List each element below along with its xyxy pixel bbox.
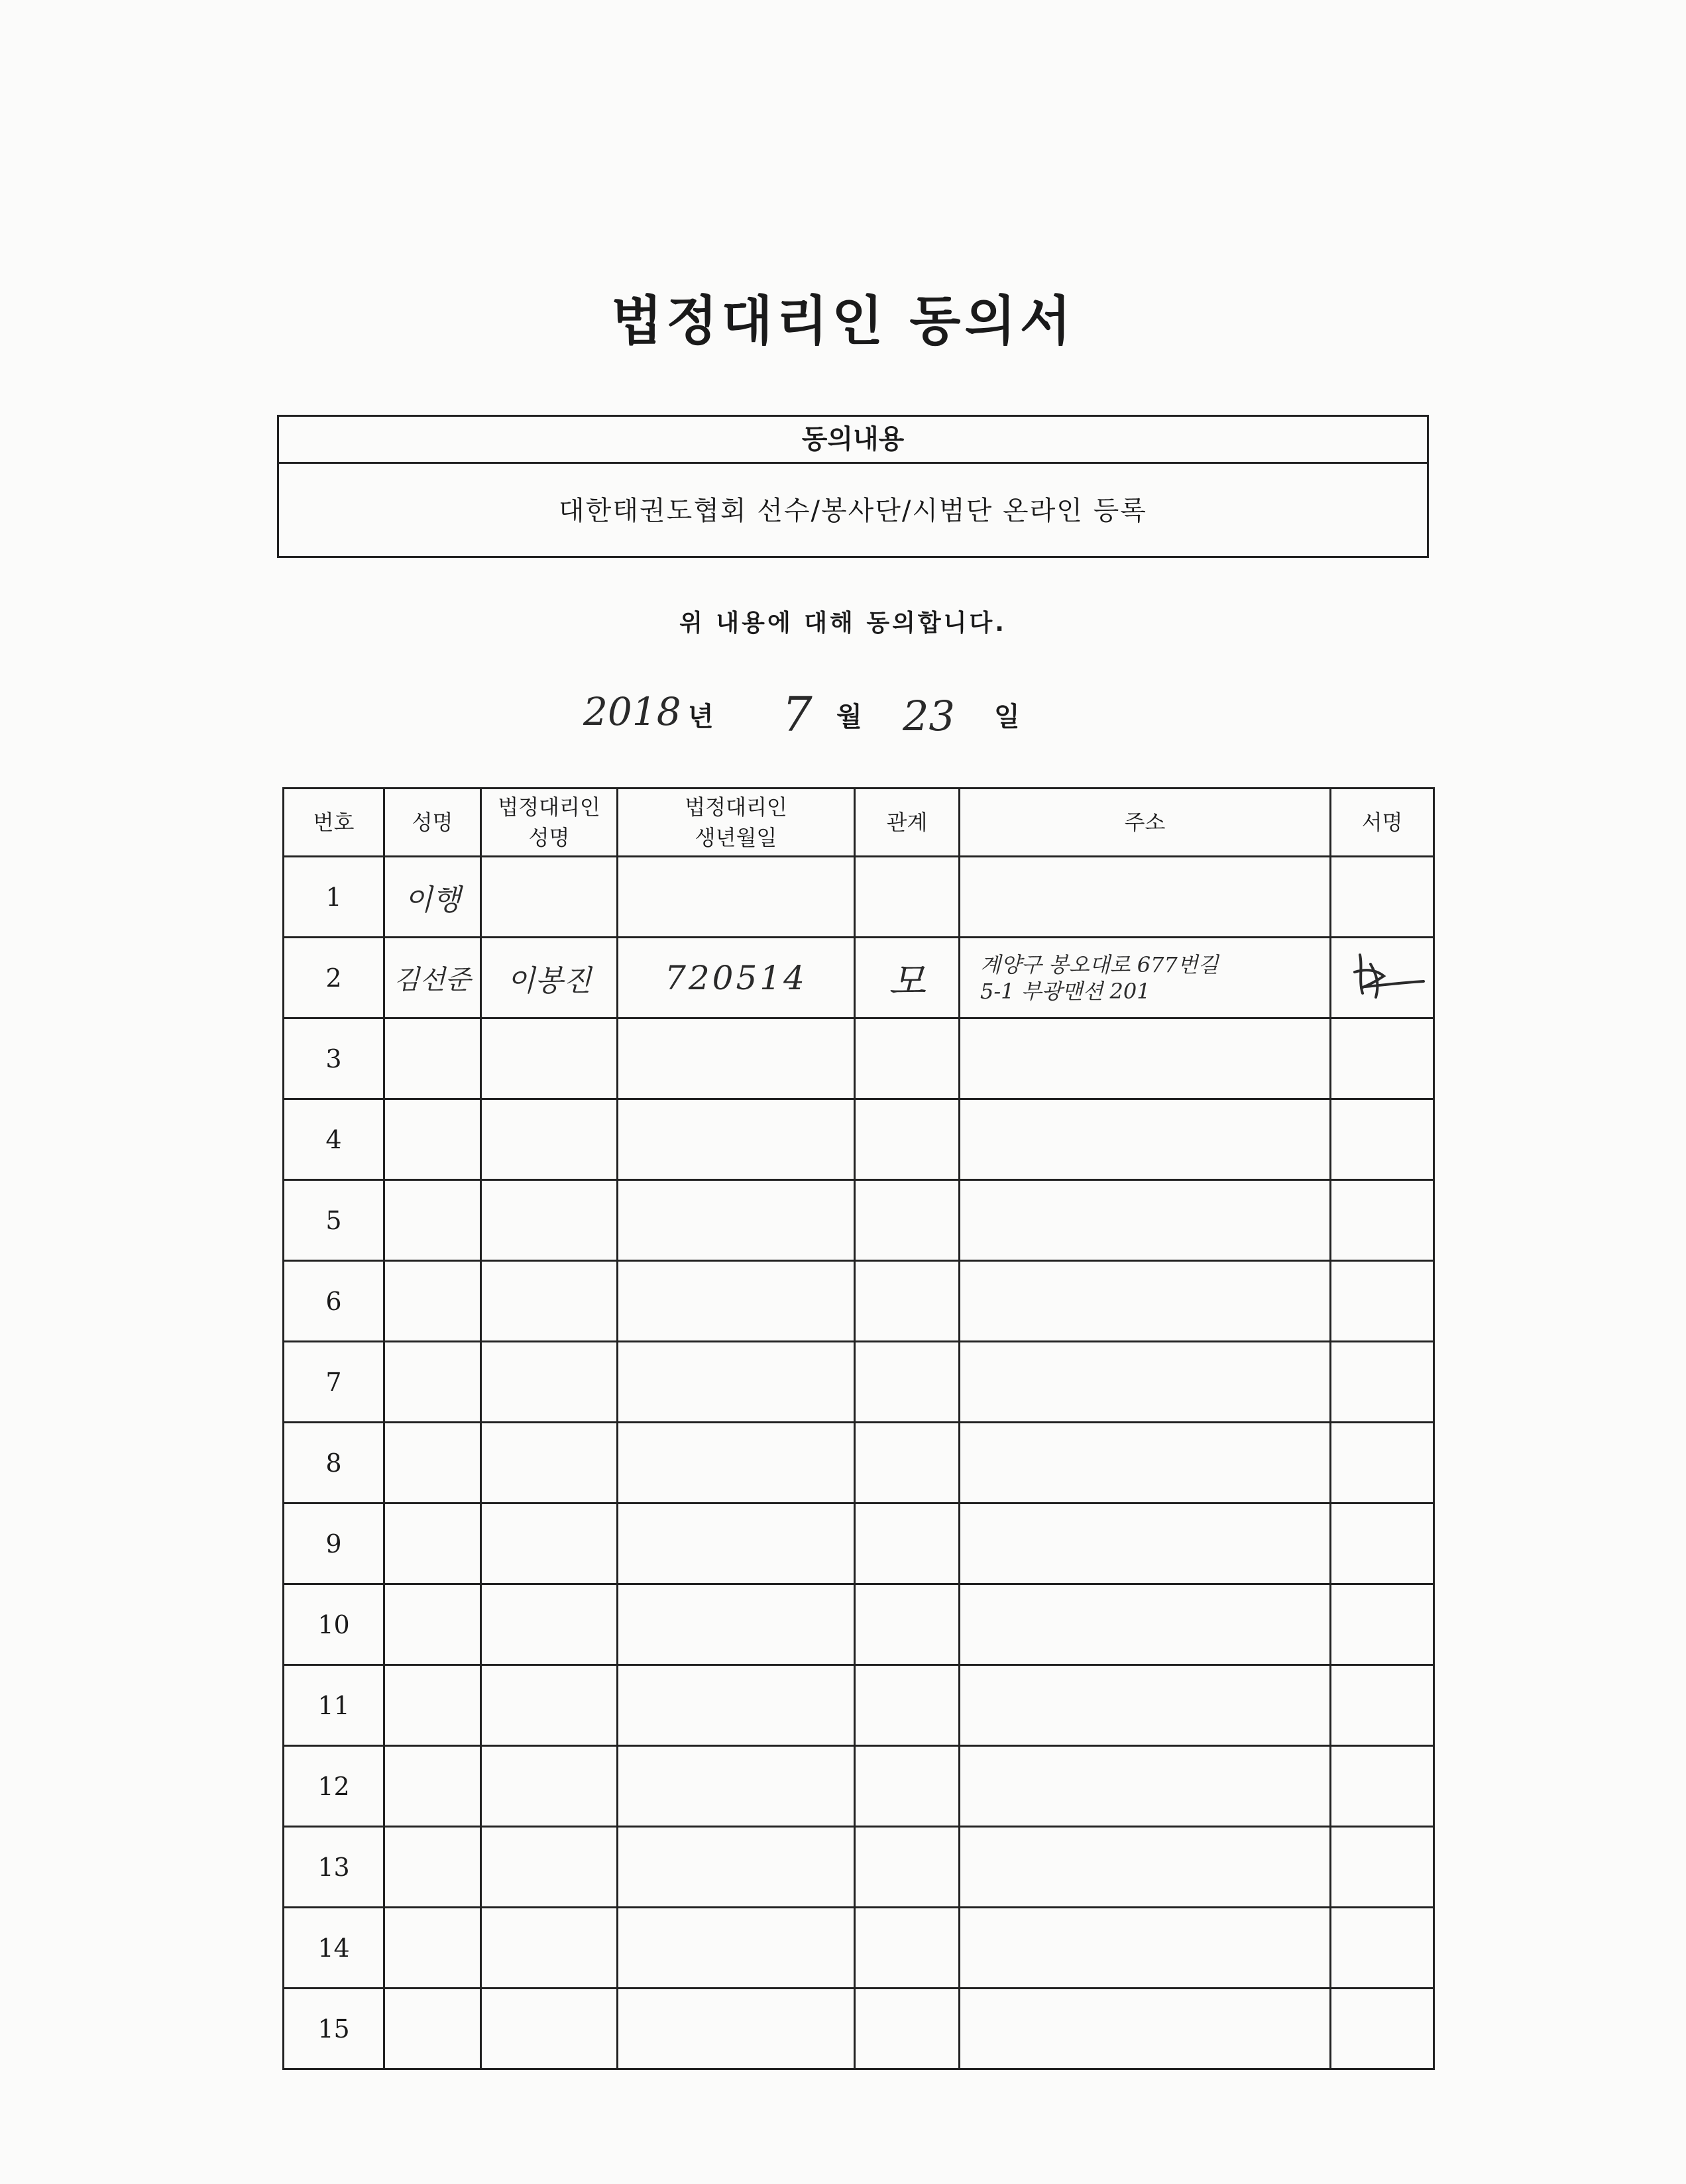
row-signature (1331, 1261, 1434, 1342)
row-relation (855, 1908, 960, 1989)
header-address: 주소 (960, 789, 1331, 857)
row-relation (855, 1584, 960, 1665)
row-address (960, 1746, 1331, 1827)
row-name (384, 1989, 481, 2069)
table-row (284, 1099, 1434, 1180)
table-row (284, 1261, 1434, 1342)
consent-content-header: 동의내용 (279, 417, 1427, 464)
row-guardian (481, 1342, 618, 1423)
row-birth (618, 1018, 855, 1099)
header-relation: 관계 (855, 789, 960, 857)
birth-handwritten: 720514 (665, 958, 807, 997)
row-relation (855, 1665, 960, 1746)
header-name: 성명 (384, 789, 481, 857)
row-guardian (481, 1018, 618, 1099)
header-guardian-name (481, 789, 618, 857)
row-relation (855, 1503, 960, 1584)
row-relation (855, 1423, 960, 1503)
row-address (960, 1099, 1331, 1180)
table-row (284, 857, 1434, 938)
row-guardian (481, 1180, 618, 1261)
date-month-handwritten: 7 (782, 686, 813, 742)
row-address (960, 1342, 1331, 1423)
row-birth (618, 1827, 855, 1908)
row-name (384, 1099, 481, 1180)
row-signature (1331, 1908, 1434, 1989)
table-row (284, 1018, 1434, 1099)
row-no: 5 (284, 1180, 384, 1261)
row-address (960, 1827, 1331, 1908)
row-guardian (481, 1261, 618, 1342)
row-birth (618, 1342, 855, 1423)
row-signature (1331, 1018, 1434, 1099)
table-row (284, 1423, 1434, 1503)
row-no: 13 (284, 1827, 384, 1908)
row-address (960, 1989, 1331, 2069)
date-day-label: 일 (994, 702, 1020, 732)
header-signature: 서명 (1331, 789, 1434, 857)
row-address (960, 1908, 1331, 1989)
header-guardian-name-line2: 성명 (528, 825, 570, 850)
row-address (960, 1584, 1331, 1665)
row-no: 3 (284, 1018, 384, 1099)
header-no: 번호 (284, 789, 384, 857)
row-guardian (481, 1503, 618, 1584)
row-signature (1331, 1099, 1434, 1180)
row-name (384, 857, 481, 938)
row-no: 12 (284, 1746, 384, 1827)
row-signature (1331, 857, 1434, 938)
row-guardian (481, 1423, 618, 1503)
row-address (960, 857, 1331, 938)
row-relation (855, 1746, 960, 1827)
row-name (384, 1018, 481, 1099)
table-row (284, 1503, 1434, 1584)
row-address (960, 1261, 1331, 1342)
document-title: 법정대리인 동의서 (610, 290, 1076, 352)
row-guardian (481, 1746, 618, 1827)
row-guardian (481, 1908, 618, 1989)
table-row (284, 1746, 1434, 1827)
header-guardian-name-line1: 법정대리인 (498, 794, 600, 820)
row-no: 14 (284, 1908, 384, 1989)
row-birth (618, 1908, 855, 1989)
row-name (384, 1827, 481, 1908)
row-signature (1331, 1665, 1434, 1746)
row-name (384, 938, 481, 1018)
row-relation (855, 1827, 960, 1908)
row-guardian (481, 1989, 618, 2069)
address-line1-handwritten: 계양구 봉오대로 677번길 (980, 952, 1219, 977)
date-year-handwritten: 2018 (583, 689, 681, 734)
guardian-handwritten: 이봉진 (506, 963, 592, 998)
name-handwritten: 김선준 (394, 965, 471, 995)
row-no: 11 (284, 1665, 384, 1746)
row-relation (855, 857, 960, 938)
row-name (384, 1665, 481, 1746)
row-signature (1331, 1342, 1434, 1423)
row-signature (1331, 1746, 1434, 1827)
header-guardian-birth-line2: 생년월일 (695, 825, 777, 850)
date-year-label: 년 (688, 702, 714, 732)
row-guardian (481, 1099, 618, 1180)
consent-content-text: 대한태권도협회 선수/봉사단/시범단 온라인 등록 (559, 496, 1147, 526)
row-birth (618, 1423, 855, 1503)
row-no: 10 (284, 1584, 384, 1665)
name-handwritten: 이행 (404, 883, 461, 917)
header-guardian-birth-line1: 법정대리인 (685, 794, 787, 820)
row-no: 7 (284, 1342, 384, 1423)
row-relation (855, 1261, 960, 1342)
row-birth (618, 1261, 855, 1342)
row-signature (1331, 1827, 1434, 1908)
row-guardian (481, 1584, 618, 1665)
row-address (960, 938, 1331, 1018)
row-address (960, 1665, 1331, 1746)
row-guardian (481, 857, 618, 938)
row-signature (1331, 1989, 1434, 2069)
consent-content-box (277, 415, 1429, 558)
row-birth (618, 1180, 855, 1261)
row-relation (855, 1989, 960, 2069)
row-birth (618, 1503, 855, 1584)
row-no: 2 (284, 938, 384, 1018)
row-birth (618, 1584, 855, 1665)
row-no: 1 (284, 857, 384, 938)
row-no: 6 (284, 1261, 384, 1342)
registration-table (282, 787, 1435, 2070)
row-signature (1331, 1584, 1434, 1665)
table-row (284, 1180, 1434, 1261)
row-no: 8 (284, 1423, 384, 1503)
row-relation (855, 1342, 960, 1423)
relation-handwritten: 모 (888, 958, 926, 1004)
date-month-label: 월 (836, 702, 862, 732)
row-relation (855, 1099, 960, 1180)
address-line2-handwritten: 5-1 부광맨션 201 (980, 978, 1151, 1004)
row-address (960, 1180, 1331, 1261)
row-no: 9 (284, 1503, 384, 1584)
date-day-handwritten: 23 (903, 692, 955, 740)
table-row (284, 1989, 1434, 2069)
row-name (384, 1342, 481, 1423)
table-row (284, 1342, 1434, 1423)
row-signature (1331, 938, 1434, 1018)
row-birth (618, 857, 855, 938)
table-row (284, 1584, 1434, 1665)
row-guardian (481, 938, 618, 1018)
signature-scribble (1336, 947, 1429, 1007)
row-name (384, 1423, 481, 1503)
row-name (384, 1746, 481, 1827)
row-no: 15 (284, 1989, 384, 2069)
table-row (284, 938, 1434, 1018)
date-line (0, 682, 1686, 755)
row-birth (618, 1746, 855, 1827)
row-signature (1331, 1503, 1434, 1584)
row-relation (855, 938, 960, 1018)
table-row (284, 1827, 1434, 1908)
row-signature (1331, 1423, 1434, 1503)
row-guardian (481, 1827, 618, 1908)
agreement-statement: 위 내용에 대해 동의합니다. (679, 610, 1007, 637)
row-name (384, 1584, 481, 1665)
row-birth (618, 938, 855, 1018)
row-guardian (481, 1665, 618, 1746)
row-relation (855, 1018, 960, 1099)
table-row (284, 1908, 1434, 1989)
table-row (284, 1665, 1434, 1746)
row-address (960, 1423, 1331, 1503)
row-birth (618, 1665, 855, 1746)
row-name (384, 1261, 481, 1342)
row-birth (618, 1989, 855, 2069)
row-signature (1331, 1180, 1434, 1261)
row-address (960, 1018, 1331, 1099)
header-guardian-birth (618, 789, 855, 857)
row-no: 4 (284, 1099, 384, 1180)
row-relation (855, 1180, 960, 1261)
table-header-row (284, 789, 1434, 857)
row-name (384, 1180, 481, 1261)
row-name (384, 1908, 481, 1989)
row-name (384, 1503, 481, 1584)
row-address (960, 1503, 1331, 1584)
row-birth (618, 1099, 855, 1180)
